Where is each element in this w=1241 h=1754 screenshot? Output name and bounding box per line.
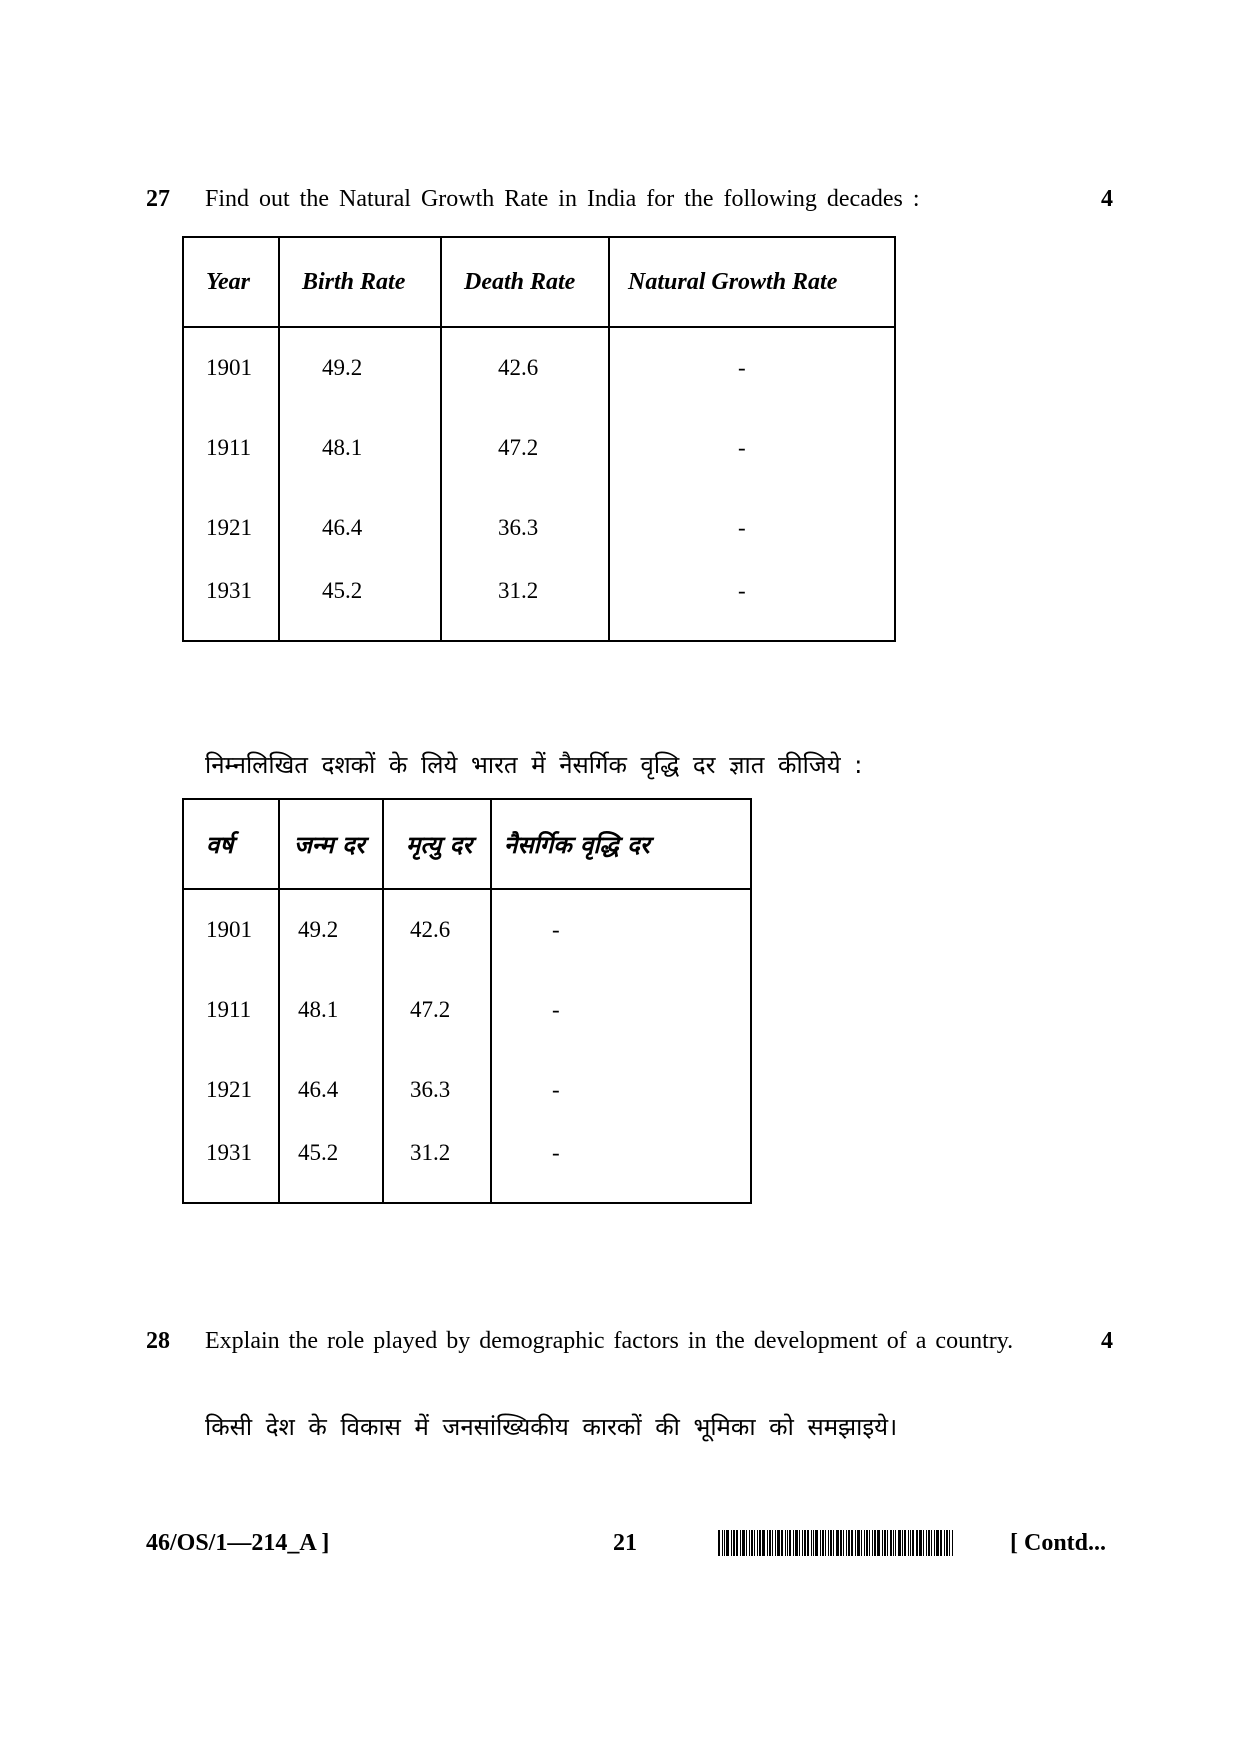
- cell-death-rate: 42.6: [383, 889, 491, 970]
- cell-birth-rate: 45.2: [279, 568, 441, 634]
- cell-growth-rate: -: [738, 355, 746, 380]
- cell-year: 1931: [183, 568, 279, 634]
- table-row: [183, 488, 895, 568]
- col-header-birth-rate-hindi: जन्म दर: [279, 799, 383, 889]
- question-marks-27: 4: [1101, 186, 1113, 212]
- question-number-28: 28: [146, 1328, 170, 1354]
- growth-rate-table-hindi: [182, 798, 752, 1204]
- question-number-27: 27: [146, 186, 170, 212]
- cell-year: 1901: [183, 889, 279, 970]
- col-header-birth-rate: Birth Rate: [279, 237, 441, 327]
- question-text-28-hindi: किसी देश के विकास में जनसांख्यिकीय कारकों की भूमिका को समझाइये।: [205, 1413, 898, 1441]
- table-row: [183, 970, 751, 1050]
- cell-birth-rate: 49.2: [279, 327, 441, 408]
- cell-year: 1911: [183, 970, 279, 1050]
- cell-death-rate: 42.6: [441, 327, 609, 408]
- col-header-year-hindi: वर्ष: [183, 799, 279, 889]
- cell-birth-rate: 45.2: [279, 1130, 383, 1196]
- col-header-year: Year: [183, 237, 279, 327]
- cell-growth-rate: -: [552, 1077, 560, 1102]
- cell-year: 1921: [183, 488, 279, 568]
- table-row: [183, 1130, 751, 1196]
- cell-birth-rate: 48.1: [279, 970, 383, 1050]
- barcode: [718, 1530, 1000, 1556]
- cell-year: 1911: [183, 408, 279, 488]
- cell-growth-rate: -: [552, 997, 560, 1022]
- question-text-27-hindi: निम्नलिखित दशकों के लिये भारत में नैसर्गिक वृद्धि दर ज्ञात कीजिये :: [205, 751, 863, 779]
- table-row: [183, 889, 751, 970]
- cell-birth-rate: 46.4: [279, 1050, 383, 1130]
- cell-growth-rate: -: [552, 1140, 560, 1165]
- col-header-death-rate: Death Rate: [441, 237, 609, 327]
- cell-year: 1921: [183, 1050, 279, 1130]
- table-row: [183, 568, 895, 634]
- question-marks-28: 4: [1101, 1328, 1113, 1354]
- cell-birth-rate: 49.2: [279, 889, 383, 970]
- col-header-natural-growth-rate-hindi: नैसर्गिक वृद्धि दर: [491, 799, 751, 889]
- cell-birth-rate: 46.4: [279, 488, 441, 568]
- col-header-natural-growth-rate: Natural Growth Rate: [609, 237, 895, 327]
- cell-growth-rate: -: [552, 917, 560, 942]
- cell-death-rate: 31.2: [441, 568, 609, 634]
- cell-growth-rate: -: [738, 578, 746, 603]
- cell-death-rate: 31.2: [383, 1130, 491, 1196]
- cell-birth-rate: 48.1: [279, 408, 441, 488]
- continued-label: [ Contd...: [1010, 1530, 1107, 1556]
- cell-year: 1931: [183, 1130, 279, 1196]
- cell-growth-rate: -: [738, 435, 746, 460]
- cell-death-rate: 47.2: [383, 970, 491, 1050]
- page-number: 21: [613, 1530, 637, 1556]
- cell-growth-rate: -: [738, 515, 746, 540]
- cell-year: 1901: [183, 327, 279, 408]
- table-row: [183, 1050, 751, 1130]
- table-row: [183, 327, 895, 408]
- cell-death-rate: 36.3: [383, 1050, 491, 1130]
- cell-death-rate: 36.3: [441, 488, 609, 568]
- question-text-28: Explain the role played by demographic factors in the development of a country.: [205, 1328, 1014, 1354]
- col-header-death-rate-hindi: मृत्यु दर: [383, 799, 491, 889]
- question-text-27: Find out the Natural Growth Rate in India for the following decades :: [205, 186, 920, 212]
- growth-rate-table-english: [182, 236, 896, 642]
- table-row: [183, 408, 895, 488]
- paper-code: 46/OS/1—214_A ]: [146, 1530, 330, 1556]
- cell-death-rate: 47.2: [441, 408, 609, 488]
